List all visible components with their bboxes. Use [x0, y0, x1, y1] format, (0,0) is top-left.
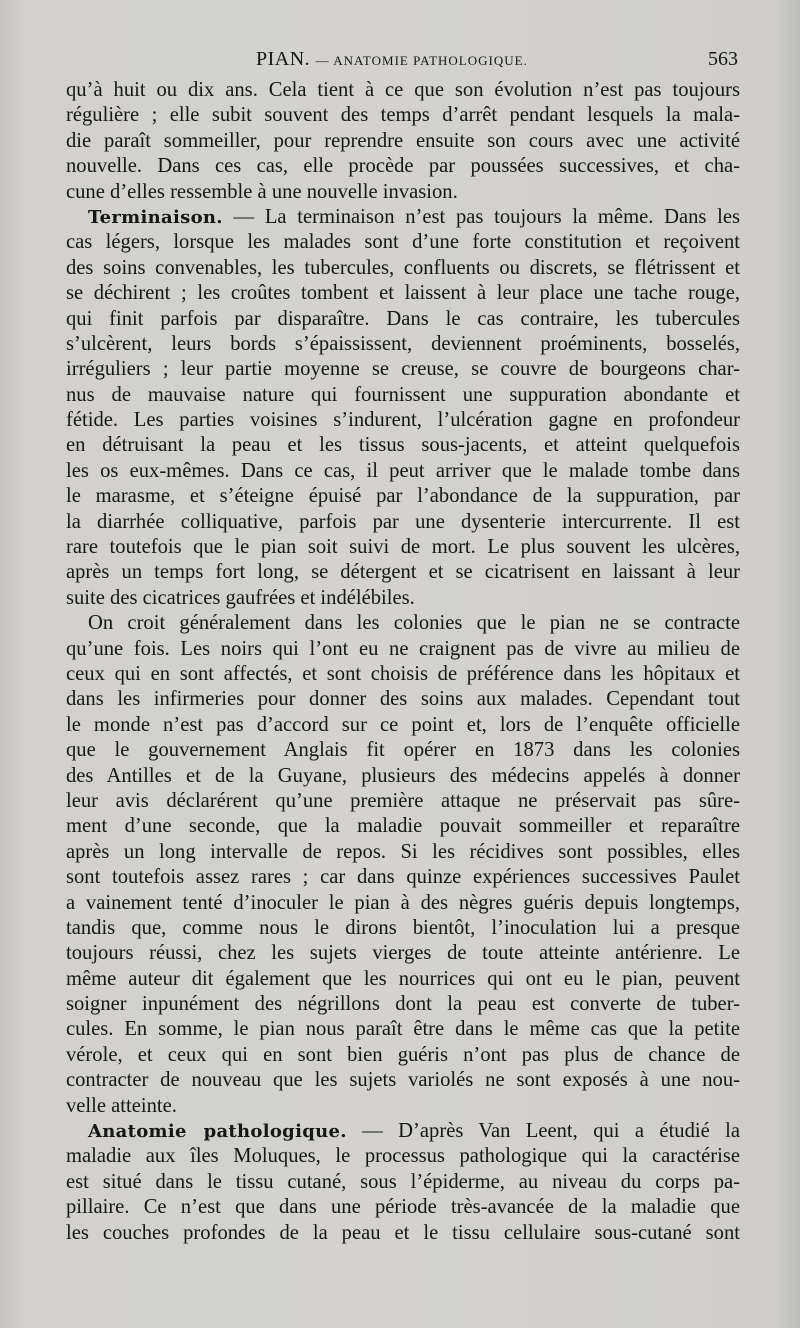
- line-text: ment d’une seconde, que la maladie pouvait sommeiller et reparaître: [66, 815, 740, 838]
- line-text: sont toutefois assez rares ; car dans quinze expériences successives Paulet: [66, 866, 740, 889]
- line-text: après un temps fort long, se détergent et se cicatrisent en laissant à leur: [66, 561, 740, 584]
- text-line: [66, 967, 740, 992]
- text-line: [66, 383, 740, 408]
- text-line: [66, 510, 740, 535]
- line-text: ceux qui en sont affectés, et sont choisis de préférence dans les hôpitaux et: [66, 662, 740, 685]
- text-line: [66, 764, 740, 789]
- text-line: [66, 738, 740, 763]
- line-text: contracter de nouveau que les sujets variolés ne sont exposés à une nou-: [66, 1069, 740, 1092]
- text-line: [66, 713, 740, 738]
- line-text: pillaire. Ce n’est que dans une période très-avancée de la maladie que: [66, 1196, 740, 1219]
- line-text: en détruisant la peau et les tissus sous-jacents, et atteint quelquefois: [66, 434, 740, 457]
- line-text: régulière ; elle subit souvent des temps d’arrêt pendant lesquels la mala-: [66, 104, 740, 127]
- line-text: qui finit parfois par disparaître. Dans le cas contraire, les tubercules: [66, 307, 740, 330]
- text-line: [66, 891, 740, 916]
- section-heading: Anatomie pathologique.: [88, 1121, 347, 1143]
- text-line: [66, 433, 740, 458]
- line-text: est situé dans le tissu cutané, sous l’épiderme, au niveau du corps pa-: [66, 1170, 740, 1193]
- line-text: le marasme, et s’éteigne épuisé par l’abondance de la suppuration, par: [66, 485, 740, 508]
- text-line: [66, 281, 740, 306]
- running-header: [66, 48, 738, 72]
- line-text: cas légers, lorsque les malades sont d’une forte constitution et reçoivent: [66, 231, 740, 254]
- running-title: PIAN.: [256, 48, 311, 70]
- line-text: s’ulcèrent, leurs bords s’épaississent, deviennent proéminents, bosselés,: [66, 332, 740, 355]
- line-text: après un long intervalle de repos. Si les récidives sont possibles, elles: [66, 840, 740, 863]
- body-text: [66, 78, 740, 1246]
- line-text: fétide. Les parties voisines s’indurent, l’ulcération gagne en profondeur: [66, 409, 740, 432]
- line-text: die paraît sommeiller, pour reprendre ensuite son cours avec une activité: [66, 129, 740, 152]
- line-text: des soins convenables, les tubercules, confluents ou discrets, se flétrissent et: [66, 256, 740, 279]
- text-line: [66, 1068, 740, 1093]
- line-text: des Antilles et de la Guyane, plusieurs des médecins appelés à donner: [66, 764, 740, 787]
- text-line: [66, 230, 740, 255]
- line-text: — La terminaison n’est pas toujours la même. Dans les: [222, 205, 740, 228]
- text-line: [66, 941, 740, 966]
- line-text: suite des cicatrices gaufrées et indélébiles.: [66, 586, 415, 609]
- line-text: On croit généralement dans les colonies que le pian ne se contracte: [88, 612, 740, 635]
- text-line: [66, 611, 740, 636]
- text-line: [66, 535, 740, 560]
- text-line: [66, 916, 740, 941]
- text-line: [66, 637, 740, 662]
- line-text: leur avis déclarérent qu’une première attaque ne préservait pas sûre-: [66, 789, 740, 812]
- line-text: que le gouvernement Anglais fit opérer en 1873 dans les colonies: [66, 739, 740, 762]
- text-line: [66, 103, 740, 128]
- line-text: les os eux-mêmes. Dans ce cas, il peut arriver que le malade tombe dans: [66, 459, 740, 482]
- text-line: [66, 865, 740, 890]
- line-text: le monde n’est pas d’accord sur ce point et, lors de l’enquête officielle: [66, 713, 740, 736]
- line-text: qu’une fois. Les noirs qui l’ont eu ne craignent pas de vivre au milieu de: [66, 637, 740, 660]
- line-text: qu’à huit ou dix ans. Cela tient à ce que son évolution n’est pas toujours: [66, 79, 740, 101]
- text-line: [66, 1043, 740, 1068]
- text-line: [66, 1017, 740, 1042]
- line-text: la diarrhée colliquative, parfois par une dysenterie intercurrente. Il est: [66, 510, 740, 533]
- text-line: [66, 992, 740, 1017]
- text-line: [66, 459, 740, 484]
- text-line: [66, 154, 740, 179]
- page-number: 563: [708, 48, 738, 70]
- text-line: [66, 484, 740, 509]
- text-line: [66, 205, 740, 230]
- section-heading: Terminaison.: [88, 206, 223, 228]
- text-line: [66, 256, 740, 281]
- line-text: soigner inpunément des négrillons dont la peau est converte de tuber-: [66, 993, 740, 1016]
- text-line: [66, 129, 740, 154]
- text-line: [66, 586, 740, 611]
- line-text: nouvelle. Dans ces cas, elle procède par poussées successives, et cha-: [66, 155, 740, 178]
- text-line: [66, 560, 740, 585]
- text-line: [66, 1144, 740, 1169]
- line-text: dans les infirmeries pour donner des soins aux malades. Cependant tout: [66, 688, 740, 711]
- text-line: [66, 307, 740, 332]
- line-text: nus de mauvaise nature qui fournissent une suppuration abondante et: [66, 383, 740, 406]
- text-line: [66, 840, 740, 865]
- text-line: [66, 332, 740, 357]
- text-line: [66, 662, 740, 687]
- line-text: — D’après Van Leent, qui a étudié la: [346, 1120, 740, 1143]
- line-text: même auteur dit également que les nourrices qui ont eu le pian, peuvent: [66, 967, 740, 990]
- text-line: [66, 357, 740, 382]
- line-text: tandis que, comme nous le dirons bientôt, l’inoculation lui a presque: [66, 916, 740, 939]
- text-line: [66, 1119, 740, 1144]
- text-line: [66, 814, 740, 839]
- text-line: [66, 687, 740, 712]
- line-text: maladie aux îles Moluques, le processus pathologique qui la caractérise: [66, 1145, 740, 1168]
- section-title: — ANATOMIE PATHOLOGIQUE.: [315, 53, 528, 68]
- text-line: [66, 789, 740, 814]
- text-line: [66, 78, 740, 103]
- line-text: a vainement tenté d’inoculer le pian à des nègres guéris depuis longtemps,: [66, 891, 740, 914]
- line-text: les couches profondes de la peau et le tissu cellulaire sous-cutané sont: [66, 1221, 740, 1244]
- line-text: velle atteinte.: [66, 1094, 177, 1117]
- text-line: [66, 180, 740, 205]
- line-text: rare toutefois que le pian soit suivi de mort. Le plus souvent les ulcères,: [66, 536, 740, 559]
- line-text: toujours réussi, chez les sujets vierges de toute atteinte antérienre. Le: [66, 942, 740, 965]
- line-text: cules. En somme, le pian nous paraît être dans le même cas que la petite: [66, 1018, 740, 1041]
- text-line: [66, 1170, 740, 1195]
- line-text: cune d’elles ressemble à une nouvelle invasion.: [66, 180, 458, 203]
- text-line: [66, 408, 740, 433]
- text-line: [66, 1221, 740, 1246]
- line-text: se déchirent ; les croûtes tombent et laissent à leur place une tache rouge,: [66, 282, 740, 305]
- line-text: vérole, et ceux qui en sont bien guéris n’ont pas plus de chance de: [66, 1043, 740, 1066]
- text-line: [66, 1195, 740, 1220]
- text-line: [66, 1094, 740, 1119]
- line-text: irréguliers ; leur partie moyenne se creuse, se couvre de bourgeons char-: [66, 358, 740, 381]
